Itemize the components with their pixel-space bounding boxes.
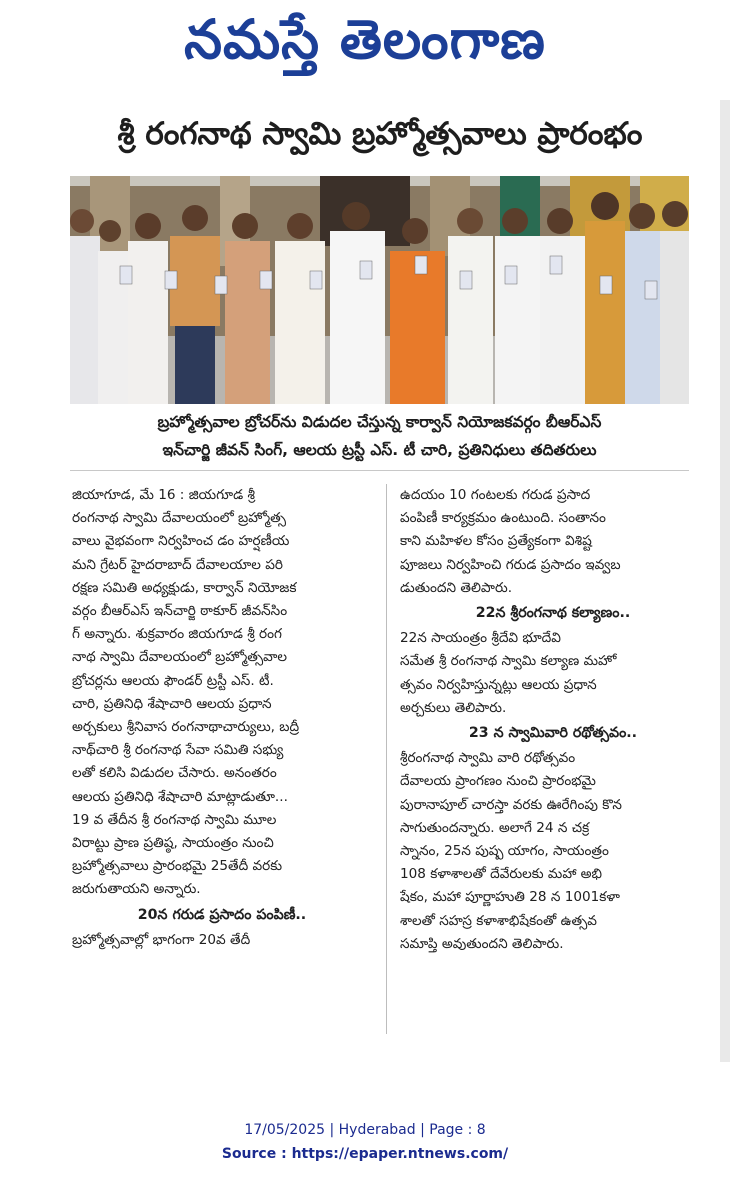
article-line: బ్రోచర్లను ఆలయ ఫౌండర్ ట్రస్టీ ఎస్. టీ. <box>72 672 274 689</box>
photo-caption <box>70 408 689 464</box>
article-line: సమాప్తి అవుతుందని తెలిపారు. <box>400 935 564 952</box>
article-line: శ్రీరంగనాథ స్వామి వారి రథోత్సవం <box>400 750 576 767</box>
article-line: ఉదయం 10 గంటలకు గరుడ ప్రసాద <box>400 487 591 503</box>
article-line: జరుగుతాయని అన్నారు. <box>72 881 201 898</box>
caption-line: ఇన్‌చార్జి జీవన్ సింగ్, ఆలయ ట్రస్టీ ఎస్. టీ చారి, ప్రతినిధులు తదితరులు <box>162 441 597 459</box>
article-subhead: 22న శ్రీరంగనాథ కల్యాణం.. <box>475 605 631 622</box>
article-line: నాథ్‌చారి శ్రీ రంగనాథ సేవా సమితి సభ్యు <box>72 742 284 759</box>
article-line: స్నానం, 25న పుష్ప యాగం, సాయంత్రం <box>400 843 609 860</box>
article-line: పంపిణీ కార్యక్రమం ఉంటుంది. సంతానం <box>400 510 606 527</box>
article-line: చారి, ప్రతినిధి శేషాచారి ఆలయ ప్రధాన <box>72 695 272 712</box>
article-subhead: 20న గరుడ ప్రసాదం పంపిణీ.. <box>137 906 307 923</box>
page-edge-rule <box>720 100 730 1062</box>
article-line: రంగనాథ స్వామి దేవాలయంలో బ్రహ్మోత్స <box>72 510 286 527</box>
article-line: షేకం, మహా పూర్ణాహుతి 28 న 1001కళా <box>400 889 620 906</box>
caption-line: బ్రహ్మోత్సవాల బ్రోచర్‌ను విడుదల చేస్తున్న కార్వాన్ నియోజకవర్గం బీఆర్‌ఎస్ <box>157 413 602 431</box>
article-line: త్సవం నిర్వహిస్తున్నట్లు ఆలయ ప్రధాన <box>400 676 597 693</box>
article-line: బ్రహ్మోత్సవాల్లో భాగంగా 20వ తేదీ <box>72 931 251 948</box>
article-line: అర్చకులు శ్రీనివాస రంగనాథాచార్యులు, బద్రీ <box>72 719 300 736</box>
footer-source: Source : https://epaper.ntnews.com/ <box>221 1146 509 1162</box>
masthead-logo: నమస్తే తెలంగాణ <box>184 8 546 71</box>
article-line: 22న సాయంత్రం శ్రీదేవి భూదేవి <box>400 630 561 647</box>
article-line: కాని మహిళల కోసం ప్రత్యేకంగా విశిష్ట <box>400 533 592 550</box>
article-line: బ్రహ్మోత్సవాలు ప్రారంభమై 25తేదీ వరకు <box>72 858 283 875</box>
article-line: వాలు వైభవంగా నిర్వహించ డం హర్షణీయ <box>72 533 290 550</box>
article-line: ఆలయ ప్రతినిధి శేషాచారి మాట్లాడుతూ... <box>72 788 288 805</box>
article-line: మని గ్రేటర్ హైదరాబాద్ దేవాలయాల పరి <box>72 556 283 573</box>
article-line: పురానాపూల్ చారస్తా వరకు ఊరేగింపు కొన <box>400 796 622 813</box>
article-line: డుతుందని తెలిపారు. <box>400 579 513 596</box>
caption-divider <box>70 470 689 471</box>
article-line: లతో కలిసి విడుదల చేసారు. అనంతరం <box>72 765 277 782</box>
article-line: 108 కళాశాలతో దేవేరులకు మహా అభి <box>400 866 603 883</box>
article-line: పూజలు నిర్వహించి గరుడ ప్రసాదం ఇవ్వబ <box>400 556 621 573</box>
article-line: సాగుతుందన్నారు. అలాగే 24 న చక్ర <box>400 819 590 836</box>
article-line: దేవాలయ ప్రాంగణం నుంచి ప్రారంభమై <box>400 773 596 790</box>
article-line: జియాగూడ, మే 16 : జియగూడ శ్రీ <box>72 487 255 503</box>
article-line: శాలతో సహస్ర కళాశాభిషేకంతో ఉత్సవ <box>400 912 597 929</box>
news-photo <box>70 176 689 404</box>
temple-group-photo <box>70 176 689 404</box>
article-line: విరాట్టు ప్రాణ ప్రతిష్ఠ, సాయంత్రం నుంచి <box>72 835 274 852</box>
article-subhead: 23 న స్వామివారి రథోత్సవం.. <box>468 725 638 742</box>
headline: శ్రీ రంగనాథ స్వామి బ్రహ్మోత్సవాలు ప్రారంభం <box>117 116 643 152</box>
article-line: గ్ అన్నారు. శుక్రవారం జియగూడ శ్రీ రంగ <box>72 626 282 643</box>
article-column-right <box>400 484 706 956</box>
article-line: సమేత శ్రీ రంగనాథ స్వామి కల్యాణ మహో <box>400 653 617 670</box>
article-line: అర్చకులు తెలిపారు. <box>400 699 507 716</box>
article-column-left <box>72 484 372 952</box>
article-line: 19 వ తేదీన శ్రీ రంగనాథ స్వామి మూల <box>72 811 277 828</box>
column-divider <box>386 484 387 1034</box>
article-line: రక్షణ సమితి అధ్యక్షుడు, కార్వాన్ నియోజక <box>72 579 297 596</box>
footer-date-edition: 17/05/2025 | Hyderabad | Page : 8 <box>244 1122 486 1138</box>
article-line: వర్గం బీఆర్‌ఎస్ ఇన్‌చార్జి ఠాకూర్ జీవన్‌సిం <box>72 603 288 620</box>
article-line: నాథ స్వామి దేవాలయంలో బ్రహ్మోత్సవాల <box>72 649 287 666</box>
